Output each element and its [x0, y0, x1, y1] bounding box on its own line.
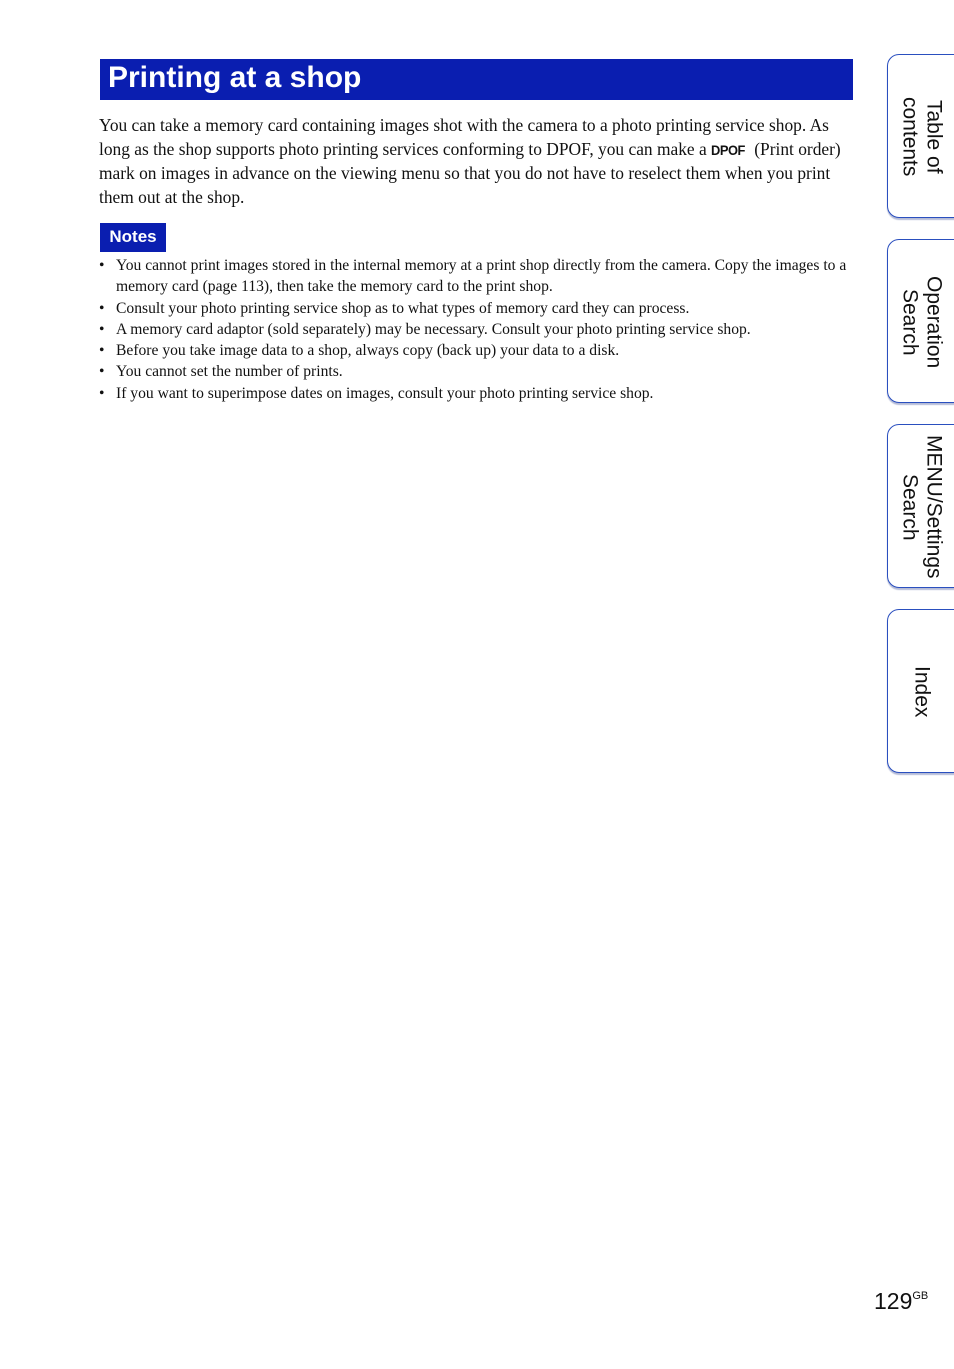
tab-table-of-contents[interactable] — [887, 54, 954, 218]
note-text: You cannot print images stored in the internal memory at a print shop directly from the camera. Copy the images to a memory card (page 113), then take the memory card to the print shop. — [116, 257, 847, 296]
tab-label: MENU/Settings Search — [898, 435, 946, 579]
page-title-bar — [100, 59, 853, 100]
dpof-icon: DPOF — [711, 141, 745, 158]
notes-list — [99, 255, 855, 404]
tab-label: Table of contents — [898, 97, 946, 177]
intro-paragraph — [99, 114, 855, 209]
page-number — [874, 1288, 928, 1315]
tab-operation-search[interactable] — [887, 239, 954, 403]
note-item — [99, 255, 855, 298]
bullet: • — [99, 320, 105, 338]
tab-menu-settings-search[interactable] — [887, 424, 954, 588]
tab-label: Index — [910, 666, 934, 718]
notes-label: Notes — [100, 223, 166, 252]
note-text: Before you take image data to a shop, always copy (back up) your data to a disk. — [116, 342, 620, 360]
bullet: • — [99, 363, 105, 381]
bullet: • — [99, 384, 105, 402]
note-text: If you want to superimpose dates on images, consult your photo printing service shop. — [116, 384, 654, 402]
tab-index[interactable] — [887, 609, 954, 773]
tab-label-wrap — [888, 425, 954, 589]
intro-text-start: You can take a memory card containing images shot with the camera to a photo printing service shop. As long as the shop supports photo printing services conforming to DPOF, you can make a — [99, 115, 829, 159]
note-item — [99, 298, 855, 319]
bullet: • — [99, 299, 105, 317]
note-text: Consult your photo printing service shop as to what types of memory card they can process. — [116, 299, 690, 317]
tab-label-wrap — [888, 55, 954, 219]
tab-label-wrap — [888, 240, 954, 404]
page-title: Printing at a shop — [108, 61, 362, 94]
tab-label-wrap — [888, 610, 954, 774]
page-number-value: 129 — [874, 1288, 913, 1314]
note-item — [99, 340, 855, 361]
bullet: • — [99, 257, 105, 274]
note-item — [99, 319, 855, 340]
bullet: • — [99, 342, 105, 360]
intro-text-end: (Print order) mark on images in advance on the viewing menu so that you do not have to reselect them when you print them out at the shop. — [99, 138, 841, 207]
note-text: You cannot set the number of prints. — [116, 363, 343, 381]
note-text: A memory card adaptor (sold separately) may be necessary. Consult your photo printing service shop. — [116, 320, 751, 338]
note-item — [99, 383, 855, 404]
note-item — [99, 361, 855, 382]
page-number-suffix: GB — [912, 1290, 929, 1302]
tab-label: Operation Search — [898, 275, 946, 369]
